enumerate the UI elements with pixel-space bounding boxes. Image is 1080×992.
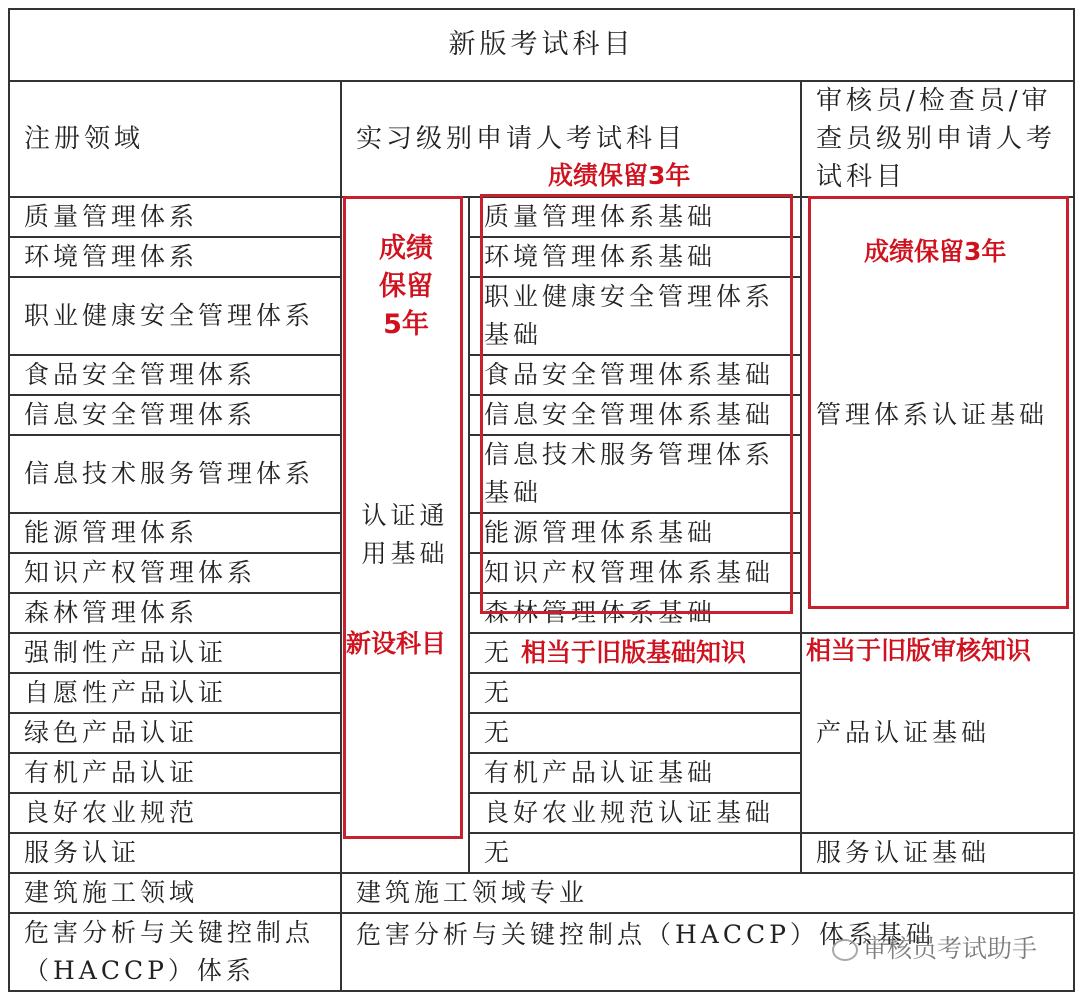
wechat-icon <box>832 939 858 961</box>
annotation-keep-3-years-intern: 成绩保留3年 <box>548 161 691 190</box>
subject-cell: 有机产品认证基础 <box>469 753 801 793</box>
field-cell: 信息技术服务管理体系 <box>9 435 341 513</box>
field-cell: 良好农业规范 <box>9 793 341 833</box>
header-auditor: 审核员/检查员/审查员级别申请人考试科目 <box>801 81 1074 197</box>
annotation-keep-3-years-auditor: 成绩保留3年 <box>864 237 1007 266</box>
auditor-product: 产品认证基础 <box>816 718 991 747</box>
field-cell: 建筑施工领域 <box>9 873 341 913</box>
subject-cell: 良好农业规范认证基础 <box>469 793 801 833</box>
subject-cell: 质量管理体系基础 <box>469 197 801 237</box>
subject-cell: 食品安全管理体系基础 <box>469 355 801 395</box>
field-cell: 强制性产品认证 <box>9 633 341 673</box>
field-cell: 职业健康安全管理体系 <box>9 277 341 355</box>
auditor-product-cell <box>801 633 1074 833</box>
subject-cell: 能源管理体系基础 <box>469 513 801 553</box>
field-cell: 信息安全管理体系 <box>9 395 341 435</box>
field-cell: 绿色产品认证 <box>9 713 341 753</box>
subject-cell: 职业健康安全管理体系基础 <box>469 277 801 355</box>
subject-cell: 危害分析与关键控制点（HACCP）体系基础 <box>341 913 1074 991</box>
field-cell: 知识产权管理体系 <box>9 553 341 593</box>
auditor-service-cell: 服务认证基础 <box>801 833 1074 873</box>
watermark-text: 审核员考试助手 <box>862 934 1038 963</box>
field-cell: 质量管理体系 <box>9 197 341 237</box>
field-cell: 危害分析与关键控制点（HACCP）体系 <box>9 913 341 991</box>
subject-cell: 无 <box>469 833 801 873</box>
annotation-old-audit: 相当于旧版审核知识 <box>806 636 1032 665</box>
subject-cell: 森林管理体系基础 <box>469 593 801 633</box>
subject-cell: 无 <box>469 713 801 753</box>
subject-cell: 知识产权管理体系基础 <box>469 553 801 593</box>
subject-cell: 无 <box>469 673 801 713</box>
watermark <box>832 934 1037 964</box>
field-cell: 环境管理体系 <box>9 237 341 277</box>
subject-cell: 信息安全管理体系基础 <box>469 395 801 435</box>
annotation-keep-5-years: 成绩保留5年 <box>379 233 433 340</box>
annotation-old-basic: 相当于旧版基础知识 <box>521 638 747 667</box>
common-subject: 认证通用基础 <box>361 501 449 568</box>
annotation-new-subject: 新设科目 <box>346 629 447 658</box>
auditor-management-cell: 管理体系认证基础 <box>801 197 1074 633</box>
table-title: 新版考试科目 <box>9 9 1074 81</box>
subject-cell: 信息技术服务管理体系基础 <box>469 435 801 513</box>
field-cell: 有机产品认证 <box>9 753 341 793</box>
subject-cell <box>469 633 801 673</box>
field-cell: 自愿性产品认证 <box>9 673 341 713</box>
subject-cell: 环境管理体系基础 <box>469 237 801 277</box>
red-box-intern <box>480 194 793 614</box>
field-cell: 能源管理体系 <box>9 513 341 553</box>
field-cell: 森林管理体系 <box>9 593 341 633</box>
subject-text: 无 <box>484 638 514 667</box>
field-cell: 服务认证 <box>9 833 341 873</box>
header-intern: 实习级别申请人考试科目 <box>341 81 801 197</box>
header-field: 注册领域 <box>9 81 341 197</box>
subject-cell: 建筑施工领域专业 <box>341 873 1074 913</box>
field-cell: 食品安全管理体系 <box>9 355 341 395</box>
